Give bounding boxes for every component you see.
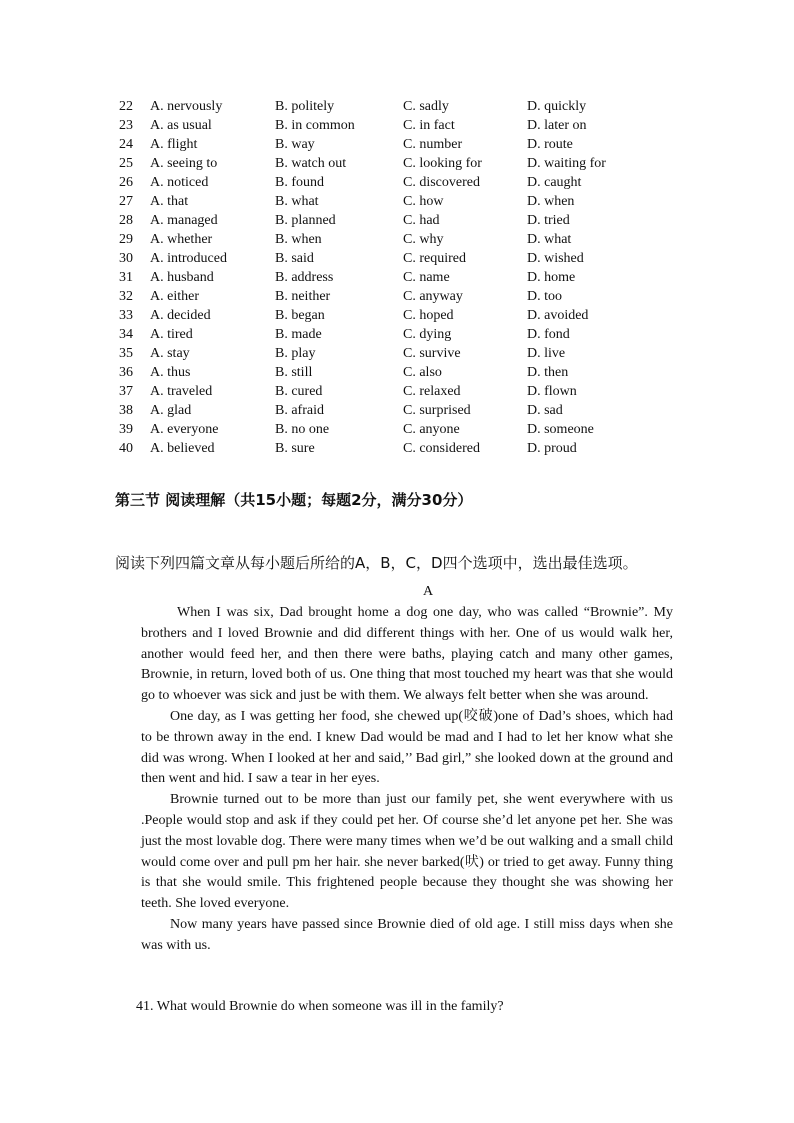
- option-b: B. made: [275, 327, 322, 342]
- passage-paragraph: Now many years have passed since Brownie died of old age. I still miss days when she was with us.: [141, 916, 673, 953]
- option-c: C. anyway: [403, 289, 463, 304]
- option-b: B. said: [275, 251, 314, 266]
- option-b: B. what: [275, 194, 319, 209]
- passage-paragraph: When I was six, Dad brought home a dog one day, who was called “Brownie”. My brothers and I loved Brownie and did different things with her. One of us would walk her, another would feed her, and then there were baths, playing catch and many other games, Brownie, in return, loved both of us. One thing that most touched my heart was that she would go to whoever was sick and just be with them. We always felt better when she was around.: [141, 605, 673, 704]
- section-title: 第三节 阅读理解（共15小题；每题2分，满分30分）: [115, 491, 473, 509]
- question-number: 28: [119, 213, 133, 228]
- option-a: A. introduced: [150, 251, 227, 266]
- question-number: 31: [119, 270, 133, 285]
- option-c: C. discovered: [403, 175, 480, 190]
- option-row: [0, 97, 794, 116]
- question-number: 23: [119, 118, 133, 133]
- question-number: 40: [119, 441, 133, 456]
- option-a: A. seeing to: [150, 156, 218, 171]
- option-b: B. afraid: [275, 403, 324, 418]
- option-b: B. watch out: [275, 156, 347, 171]
- option-row: [0, 420, 794, 439]
- option-d: D. flown: [527, 384, 577, 399]
- option-a: A. stay: [150, 346, 190, 361]
- question-number: 35: [119, 346, 133, 361]
- option-a: A. everyone: [150, 422, 219, 437]
- option-row: [0, 135, 794, 154]
- option-b: B. still: [275, 365, 313, 380]
- question-number: 30: [119, 251, 133, 266]
- question-number: 36: [119, 365, 133, 380]
- option-a: A. husband: [150, 270, 214, 285]
- option-row: [0, 382, 794, 401]
- option-b: B. no one: [275, 422, 330, 437]
- option-b: B. when: [275, 232, 322, 247]
- option-d: D. proud: [527, 441, 577, 456]
- question-number: 39: [119, 422, 133, 437]
- question-number: 38: [119, 403, 133, 418]
- option-b: B. way: [275, 137, 315, 152]
- option-c: C. dying: [403, 327, 452, 342]
- option-row: [0, 287, 794, 306]
- option-c: C. hoped: [403, 308, 454, 323]
- option-d: D. live: [527, 346, 566, 361]
- question-number: 32: [119, 289, 133, 304]
- passage-label: A: [423, 584, 434, 599]
- option-c: C. considered: [403, 441, 480, 456]
- question-number: 29: [119, 232, 133, 247]
- options-list: [0, 97, 794, 458]
- option-a: A. flight: [150, 137, 198, 152]
- option-a: A. as usual: [150, 118, 212, 133]
- option-b: B. neither: [275, 289, 331, 304]
- option-row: [0, 344, 794, 363]
- option-d: D. fond: [527, 327, 570, 342]
- option-c: C. how: [403, 194, 444, 209]
- option-a: A. decided: [150, 308, 211, 323]
- option-d: D. quickly: [527, 99, 587, 114]
- option-c: C. number: [403, 137, 463, 152]
- option-row: [0, 325, 794, 344]
- option-d: D. what: [527, 232, 572, 247]
- question-number: 33: [119, 308, 133, 323]
- option-c: C. anyone: [403, 422, 460, 437]
- option-c: C. looking for: [403, 156, 482, 171]
- option-a: A. noticed: [150, 175, 209, 190]
- option-c: C. why: [403, 232, 444, 247]
- option-row: [0, 230, 794, 249]
- option-row: [0, 401, 794, 420]
- option-a: A. glad: [150, 403, 192, 418]
- option-c: C. also: [403, 365, 442, 380]
- option-d: D. too: [527, 289, 562, 304]
- option-d: D. route: [527, 137, 573, 152]
- option-row: [0, 116, 794, 135]
- option-c: C. sadly: [403, 99, 449, 114]
- option-row: [0, 439, 794, 458]
- option-row: [0, 268, 794, 287]
- option-c: C. in fact: [403, 118, 455, 133]
- option-d: D. wished: [527, 251, 584, 266]
- option-d: D. avoided: [527, 308, 589, 323]
- question-number: 24: [119, 137, 133, 152]
- option-b: B. politely: [275, 99, 335, 114]
- question-number: 25: [119, 156, 133, 171]
- option-d: D. caught: [527, 175, 582, 190]
- section-instruction: 阅读下列四篇文章从每小题后所给的A，B，C，D四个选项中，选出最佳选项。: [115, 554, 638, 572]
- option-a: A. nervously: [150, 99, 223, 114]
- option-b: B. sure: [275, 441, 315, 456]
- option-row: [0, 306, 794, 325]
- option-a: A. that: [150, 194, 189, 209]
- option-c: C. surprised: [403, 403, 471, 418]
- option-row: [0, 211, 794, 230]
- option-d: D. when: [527, 194, 575, 209]
- option-b: B. in common: [275, 118, 355, 133]
- question-number: 37: [119, 384, 133, 399]
- option-c: C. had: [403, 213, 440, 228]
- question-number: 27: [119, 194, 133, 209]
- option-d: D. home: [527, 270, 576, 285]
- option-d: D. then: [527, 365, 569, 380]
- option-a: A. traveled: [150, 384, 213, 399]
- question-number: 34: [119, 327, 133, 342]
- option-c: C. required: [403, 251, 466, 266]
- option-d: D. someone: [527, 422, 594, 437]
- option-c: C. name: [403, 270, 450, 285]
- option-c: C. survive: [403, 346, 461, 361]
- option-b: B. address: [275, 270, 334, 285]
- option-b: B. cured: [275, 384, 323, 399]
- option-row: [0, 173, 794, 192]
- passage-body: [141, 603, 673, 957]
- option-a: A. managed: [150, 213, 218, 228]
- option-d: D. tried: [527, 213, 570, 228]
- option-a: A. thus: [150, 365, 191, 380]
- option-b: B. play: [275, 346, 316, 361]
- question-number: 22: [119, 99, 133, 114]
- option-d: D. later on: [527, 118, 587, 133]
- option-b: B. found: [275, 175, 324, 190]
- option-row: [0, 363, 794, 382]
- passage-paragraph: One day, as I was getting her food, she chewed up(咬破)one of Dad’s shoes, which had to be thrown away in the end. I knew Dad would be mad and I had to let her know what she did was wrong. When I looked at her and said,’’ Bad girl,” she looked down at the ground and then went and hid. I saw a tear in her eyes.: [141, 708, 673, 787]
- option-d: D. waiting for: [527, 156, 606, 171]
- option-row: [0, 192, 794, 211]
- option-d: D. sad: [527, 403, 563, 418]
- option-a: A. whether: [150, 232, 213, 247]
- option-row: [0, 154, 794, 173]
- option-c: C. relaxed: [403, 384, 461, 399]
- passage-paragraph: Brownie turned out to be more than just our family pet, she went everywhere with us .People would stop and ask if they could pet her. Of course she’d let anyone pet her. She was just the most lovable dog. There were many times when we’d be out walking and a small child would come over and pull pm her hair. she never barked(吠) or tried to get away. Funny thing is that she would smile. This frightened people because they thought she was showing her teeth. She loved everyone.: [141, 792, 673, 912]
- option-a: A. tired: [150, 327, 193, 342]
- question-41: 41. What would Brownie do when someone was ill in the family?: [136, 999, 504, 1014]
- option-row: [0, 249, 794, 268]
- question-number: 26: [119, 175, 133, 190]
- option-a: A. believed: [150, 441, 215, 456]
- option-b: B. began: [275, 308, 325, 323]
- option-b: B. planned: [275, 213, 336, 228]
- option-a: A. either: [150, 289, 199, 304]
